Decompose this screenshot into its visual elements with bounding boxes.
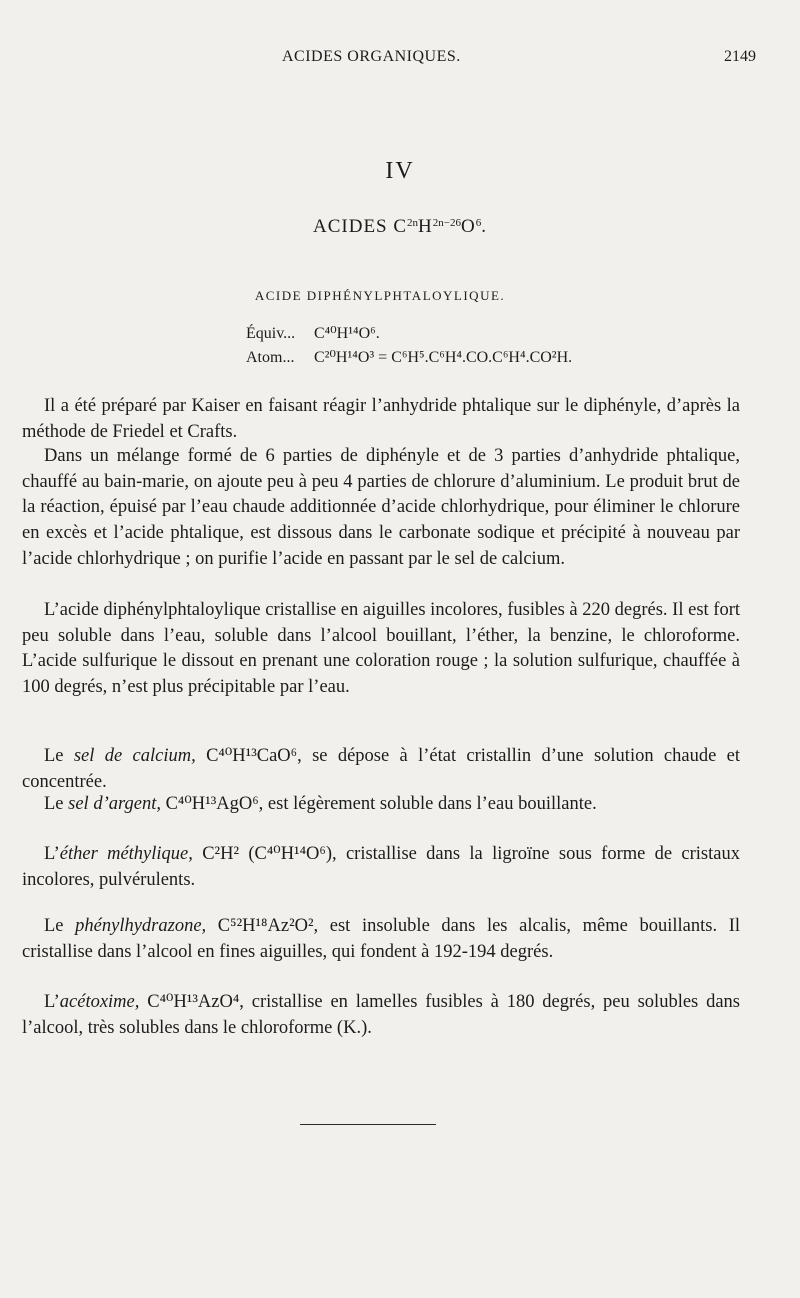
paragraph-methyl-ether: [22, 842, 740, 893]
text-run: C⁴⁰H¹³AzO⁴, cristallise en lamelles fusibles à 180 degrés, peu solubles dans l’alcool, très solubles dans le chloroforme (K.).: [22, 992, 740, 1038]
section-end-rule: [300, 1124, 436, 1125]
running-title: ACIDES ORGANIQUES.: [282, 48, 461, 65]
formula-block: [246, 322, 572, 370]
paragraph-text: L’acide diphénylphtaloylique cristallise en aiguilles incolores, fusibles à 220 degrés. Il est fort peu soluble dans l’eau, soluble dans l’alcool bouillant, l’éther, la benzine, le chloroforme. L’acide sulfurique le dissout en prenant une coloration rouge ; la solution sulfurique, chauffée à 100 degrés, n’est plus précipitable par l’eau.: [22, 600, 740, 698]
paragraph-calcium-salt: [22, 744, 740, 795]
text-run: C⁴⁰H¹³CaO⁶, se dépose à l’état cristallin d’une solution chaude et concentrée.: [22, 746, 740, 792]
atom-row: [246, 346, 572, 370]
paragraph-method: [22, 444, 740, 573]
running-header: [0, 48, 800, 72]
paragraph-text: [22, 914, 740, 965]
section-title-sup-1: 2n: [407, 217, 419, 229]
section-title-sup-3: 6: [475, 217, 482, 229]
paragraph-text: [22, 842, 740, 893]
paragraph-silver-salt: [22, 792, 740, 818]
paragraph-preparation: [22, 394, 740, 445]
section-title-mid-1: H: [418, 216, 433, 237]
italic-term: acétoxime,: [59, 992, 140, 1012]
paragraph-text: [22, 990, 740, 1041]
text-run: L’: [44, 844, 60, 864]
paragraph-phenylhydrazone: [22, 914, 740, 965]
section-title-sup-2: 2n−26: [432, 217, 461, 229]
text-run: L’: [44, 992, 60, 1012]
paragraph-acetoxime: [22, 990, 740, 1041]
italic-term: phénylhydrazone,: [75, 916, 207, 936]
italic-term: sel de calcium,: [73, 746, 196, 766]
section-title: [0, 216, 800, 238]
section-title-prefix: ACIDES C: [313, 216, 408, 237]
equiv-row: [246, 322, 572, 346]
italic-term: sel d’argent,: [68, 794, 161, 814]
equiv-formula: C⁴⁰H¹⁴O⁶.: [314, 325, 380, 342]
paragraph-text: [22, 792, 740, 818]
text-run: Le: [44, 794, 69, 814]
text-run: Le: [44, 746, 74, 766]
section-number: IV: [385, 158, 415, 184]
text-run: Le: [44, 916, 76, 936]
section-title-suffix: .: [481, 216, 487, 237]
paragraph-text: Il a été préparé par Kaiser en faisant réagir l’anhydride phtalique sur le diphényle, d’après la méthode de Friedel et Crafts.: [22, 396, 740, 442]
atom-label: Atom...: [246, 349, 295, 366]
text-run: C⁵²H¹⁸Az²O², est insoluble dans les alcalis, même bouillants. Il cristallise dans l’alcool en fines aiguilles, qui fondent à 192-194 degrés.: [22, 916, 740, 962]
paragraph-text: Dans un mélange formé de 6 parties de diphényle et de 3 parties d’anhydride phtalique, chauffé au bain-marie, on ajoute peu à peu 4 parties de chlorure d’aluminium. Le produit brut de la réaction, épuisé par l’eau chaude additionnée d’acide chlorhydrique, pour éliminer le chlorure en excès et l’acide phtalique, est dissous dans le carbonate sodique et précipité à nouveau par l’acide chlorhydrique ; on purifie l’acide en passant par le sel de calcium.: [22, 446, 740, 569]
page-number: 2149: [724, 48, 756, 65]
italic-term: éther méthylique,: [59, 844, 193, 864]
acid-name-heading: ACIDE DIPHÉNYLPHTALOYLIQUE.: [254, 288, 506, 303]
paragraph-properties: [22, 598, 740, 701]
paragraph-text: [22, 744, 740, 795]
text-run: C²H² (C⁴⁰H¹⁴O⁶), cristallise dans la ligroïne sous forme de cristaux incolores, pulvérulents.: [22, 844, 740, 890]
atom-formula: C²⁰H¹⁴O³ = C⁶H⁵.C⁶H⁴.CO.C⁶H⁴.CO²H.: [314, 349, 573, 366]
text-run: C⁴⁰H¹³AgO⁶, est légèrement soluble dans l’eau bouillante.: [160, 794, 597, 814]
section-title-mid-2: O: [461, 216, 476, 237]
equiv-label: Équiv...: [246, 325, 296, 342]
